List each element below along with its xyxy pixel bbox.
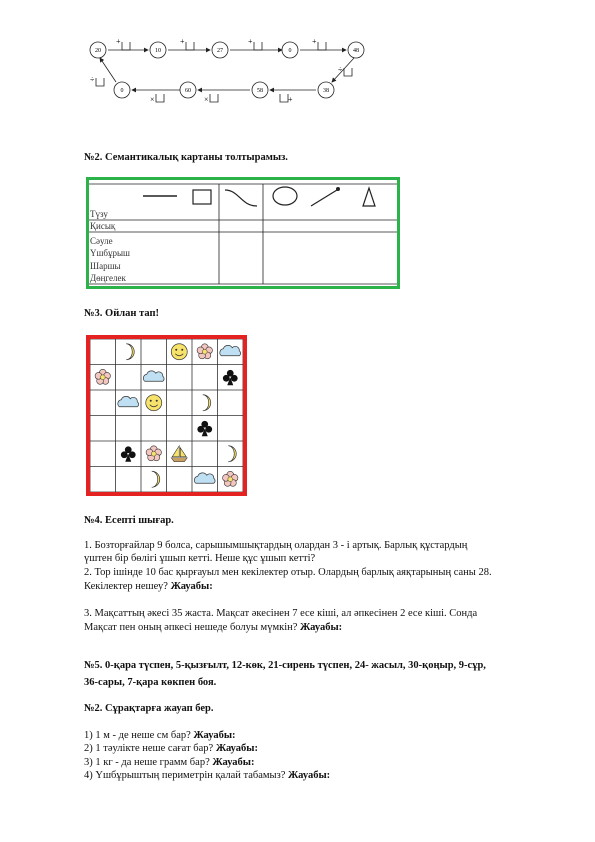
boat-icon [171,446,187,462]
section2-title: №2. Семантикалық картаны толтырамыз. [84,152,288,163]
smile-icon [171,344,187,360]
flower-icon [223,471,238,486]
moon-icon [152,471,160,487]
op-bottom-1: × [150,95,155,104]
question1-answer-label: Жауабы: [193,730,236,741]
op-right: ÷ [338,65,343,74]
question3-answer-label: Жауабы: [212,757,255,768]
question1 [84,729,236,743]
club-icon [223,370,238,385]
op-top-1: + [116,37,121,46]
problem2-line1: 2. Тор ішінде 10 бас қырғауыл мен кекілектер отыр. Олардың барлық аяқтарының саны 28. [84,567,492,578]
problem3-question: Мақсат пен оның әпкесі нешеде болуы мүмкін? [84,622,298,633]
question2-text: 2) 1 тәулікте неше сағат бар? [84,743,214,754]
node-top-5: 48 [353,48,359,54]
node-top-2: 10 [155,48,161,54]
club-icon [197,421,212,436]
section3-title: №3. Ойлан тап! [84,308,160,319]
circle-icon [273,187,297,205]
section5-title-line2: 36-сары, 7-қара көкпен боя. [84,677,217,688]
semantic-map [86,177,400,289]
section5-title-line1: №5. 0-қара түспен, 5-қызғылт, 12-көк, 21-сирень түспен, 24- жасыл, 30-қоңыр, 9-сұр, [84,660,486,671]
question2 [84,742,258,756]
question3 [84,756,255,770]
question4 [84,769,330,783]
number-chain-diagram [80,30,380,120]
op-top-4: + [312,37,317,46]
node-bottom-2: 60 [185,88,191,94]
ray-icon [311,190,337,206]
row-label-3: Сәуле [90,236,113,246]
node-top-1: 20 [95,48,101,54]
smile-icon [146,395,162,411]
puzzle-grid [86,335,247,496]
flower-icon [146,446,161,461]
problem2-question: Кекілектер нешеу? [84,581,168,592]
node-bottom-4: 38 [323,88,329,94]
row-label-1: Түзу [90,209,108,219]
moon-icon [126,344,134,360]
row-label-4: Үшбұрыш [90,248,130,258]
puzzle-grid-svg [90,339,243,492]
club-icon [121,446,136,461]
moon-icon [203,395,211,411]
question2-answer-label: Жауабы: [215,743,258,754]
cloud-icon [220,345,241,355]
section6-title: №2. Сұрақтарға жауап бер. [84,703,214,714]
row-label-5: Шаршы [90,261,121,271]
node-bottom-3: 58 [257,88,263,94]
node-top-4: 0 [288,48,292,54]
op-bottom-3: + [288,95,293,104]
op-top-2: + [180,37,185,46]
op-bottom-2: × [204,95,209,104]
node-top-3: 27 [217,48,223,54]
flower-icon [95,369,110,384]
moon-icon [228,446,236,462]
problem1-line1: 1. Бозторғайлар 9 болса, сарышымшықтардың олардан 3 - і артық. Барлық құстардың [84,540,468,551]
row-label-2: Қисық [90,221,116,231]
problem2-answer-label: Жауабы: [170,581,213,592]
section4-title: №4. Есепті шығар. [84,515,174,526]
problem3-answer-label: Жауабы: [300,622,343,633]
problem3-line2 [84,621,342,635]
problem1-line2: үштен бір бөлігі ұшып кетті. Неше құс ұшып кетті? [84,553,316,564]
op-left: ÷ [90,75,95,84]
square-icon [193,190,211,204]
question4-text: 4) Үшбұрыштың периметрін қалай табамыз? [84,770,286,781]
cloud-icon [118,396,139,406]
cloud-icon [143,371,164,381]
triangle-icon [363,188,375,206]
problem3-line1: 3. Мақсаттың әкесі 35 жаста. Мақсат әкесінен 7 есе кіші, ал әпкесінен 2 есе кіші. Сонда [84,608,478,619]
question3-text: 3) 1 кг - да неше грамм бар? [84,757,210,768]
cloud-icon [194,473,215,483]
curve-icon [225,190,257,206]
flower-icon [197,344,212,359]
semantic-map-grid [89,180,397,286]
question4-answer-label: Жауабы: [288,770,331,781]
ray-end-dot [336,187,340,191]
question1-text: 1) 1 м - де неше см бар? [84,730,191,741]
node-bottom-1: 0 [120,88,124,94]
op-top-3: + [248,37,253,46]
problem2-line2 [84,580,213,594]
row-label-6: Дөңгелек [90,273,126,283]
